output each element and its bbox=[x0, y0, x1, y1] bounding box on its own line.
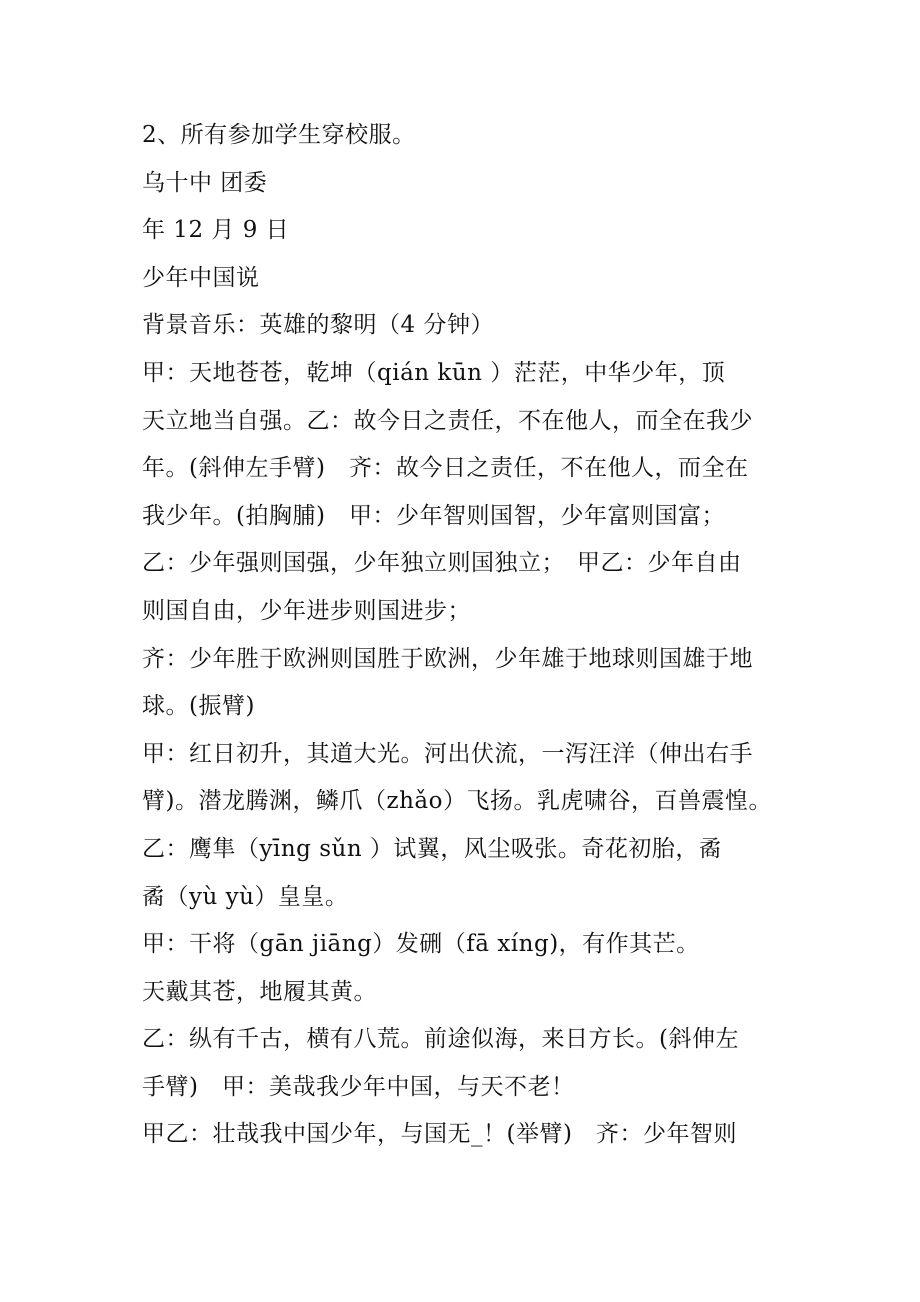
text-line-14: 甲：红日初升，其道大光。河出伏流，一泻汪洋（伸出右手 bbox=[142, 740, 753, 767]
text-line-2: 乌十中 团委 bbox=[142, 169, 268, 196]
text-line-6: 甲：天地苍苍，乾坤（qián kūn ）茫茫，中华少年，顶 bbox=[142, 359, 726, 386]
text-line-1: 2、所有参加学生穿校服。 bbox=[142, 122, 416, 148]
text-line-15: 臂)。潜龙腾渊，鳞爪（zhǎo）飞扬。乳虎啸谷，百兽震惶。 bbox=[142, 788, 772, 815]
text-line-21: 手臂) 甲：美哉我少年中国，与天不老！ bbox=[142, 1073, 575, 1100]
text-line-12: 齐：少年胜于欧洲则国胜于欧洲，少年雄于地球则国雄于地 bbox=[142, 645, 753, 672]
text-line-4: 少年中国说 bbox=[142, 264, 260, 291]
document-body bbox=[142, 112, 782, 1159]
text-line-9: 我少年。(拍胸脯) 甲：少年智则国智，少年富则国富； bbox=[142, 502, 725, 529]
text-line-11: 则国自由，少年进步则国进步； bbox=[142, 597, 471, 624]
text-line-13: 球。(振臂) bbox=[142, 693, 255, 720]
text-line-10: 乙：少年强则国强，少年独立则国独立； 甲乙：少年自由 bbox=[142, 550, 742, 577]
text-line-20: 乙：纵有千古，横有八荒。前途似海，来日方长。(斜伸左 bbox=[142, 1026, 739, 1053]
text-line-3: 年 12 月 9 日 bbox=[142, 217, 290, 244]
text-line-22: 甲乙：壮哉我中国少年，与国无_！(举臂) 齐：少年智则 bbox=[142, 1121, 737, 1148]
text-line-7: 天立地当自强。乙：故今日之责任，不在他人，而全在我少 bbox=[142, 407, 753, 434]
text-line-16: 乙：鹰隼（yīng sǔn ）试翼，风尘吸张。奇花初胎，矞 bbox=[142, 835, 723, 862]
text-line-8: 年。(斜伸左手臂) 齐：故今日之责任，不在他人，而全在 bbox=[142, 455, 749, 482]
text-line-18: 甲：干将（gān jiāng）发硎（fā xíng)，有作其芒。 bbox=[142, 931, 700, 958]
text-line-19: 天戴其苍，地履其黄。 bbox=[142, 978, 377, 1005]
text-line-5: 背景音乐：英雄的黎明（4 分钟） bbox=[142, 312, 494, 339]
text-line-17: 矞（yù yù）皇皇。 bbox=[142, 883, 349, 910]
